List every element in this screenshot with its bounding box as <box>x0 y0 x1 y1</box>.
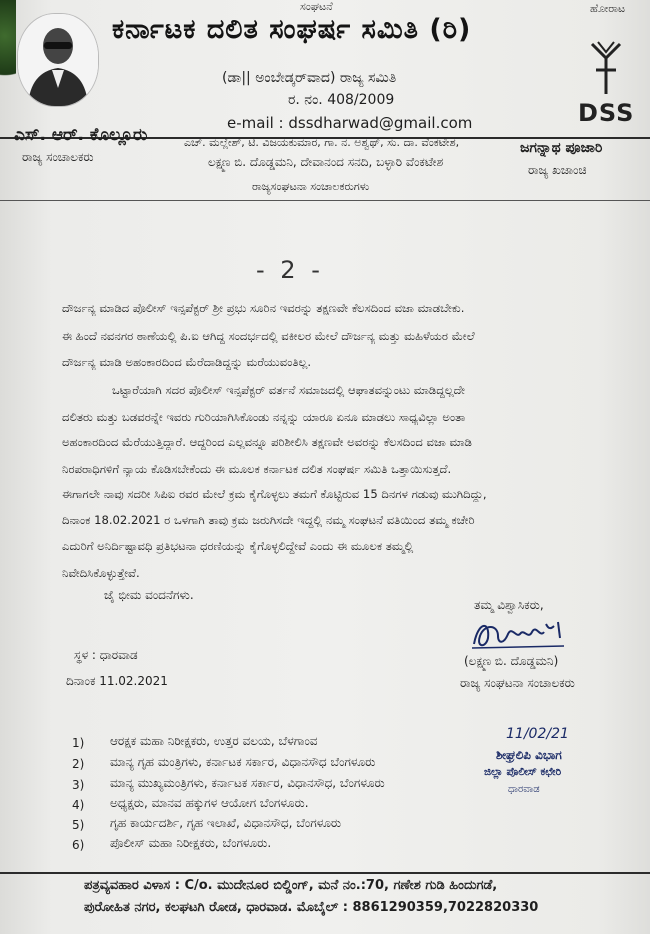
signatory-role: ರಾಜ್ಯ ಸಂಘಟನಾ ಸಂಚಾಲಕರು <box>460 676 575 690</box>
header-top-right: ಹೋರಾಟ <box>590 2 626 15</box>
stamp-date: 11/02/21 <box>506 726 569 742</box>
body-line: ಈಗಾಗಲೇ ನಾವು ಸದರೀ ಸಿಪಿಐ ರವರ ಮೇಲೆ ಕ್ರಮ ಕೈಗೊಳ್ಳಲು ತಮಗೆ ಕೊಟ್ಟಿರುವ 15 ದಿನಗಳ ಗಡುವು ಮುಗಿದಿದ್ದು, <box>62 487 487 501</box>
body-line: ದಿನಾಂಕ 18.02.2021 ರ ಒಳಗಾಗಿ ತಾವು ಕ್ರಮ ಜರುಗಿಸದೇ ಇದ್ದಲ್ಲಿ ನಮ್ಮ ಸಂಘಟನೆ ವತಿಯಿಂದ ತಮ್ಮ ಕಚೇರಿ <box>62 513 475 527</box>
footer-address-line2: ಪುರೋಹಿತ ನಗರ, ಕಲಘಟಗಿ ರೋಡ, ಧಾರವಾಡ. ಮೊಬೈಲ್ : 8861290359,7022820330 <box>84 900 539 915</box>
body-line: ನಿವೇದಿಸಿಕೊಳ್ಳುತ್ತೇವೆ. <box>62 566 140 580</box>
place: ಸ್ಥಳ : ಧಾರವಾಡ <box>74 648 138 662</box>
list-text: ಮಾನ್ಯ ಗೃಹ ಮಂತ್ರಿಗಳು, ಕರ್ನಾಟಕ ಸರ್ಕಾರ, ವಿಧಾನಸೌಧ ಬೆಂಗಳೂರು <box>110 755 376 769</box>
list-number: 4) <box>72 798 85 812</box>
body-line: ಎದುರಿಗೆ ಅನಿರ್ದಿಷ್ಟಾವಧಿ ಪ್ರತಿಭಟನಾ ಧರಣಿಯನ್ನು ಕೈಗೊಳ್ಳಲಿದ್ದೇವೆ ಎಂದು ಈ ಮೂಲಕ ತಮ್ಮಲ್ಲಿ <box>62 539 414 553</box>
body-line: ದೌರ್ಜನ್ಯ ಮಾಡಿ ಅಹಂಕಾರದಿಂದ ಮೆರೆದಾಡಿದ್ದನ್ನು ಮರೆಯುವಂತಿಲ್ಲ. <box>62 355 312 369</box>
signatory-name: (ಲಕ್ಷ್ಮಣ ಬಿ. ದೊಡ್ಡಮನಿ) <box>464 654 559 668</box>
portrait-figure <box>18 14 98 106</box>
dss-logo-text: DSS <box>578 99 635 127</box>
body-line: ದೌರ್ಜನ್ಯ ಮಾಡಿದ ಪೊಲೀಸ್ ಇನ್ಸಪೆಕ್ಟರ್ ಶ್ರೀ ಪ್ರಭು ಸೂರಿನ ಇವರನ್ನು ತಕ್ಷಣವೇ ಕೆಲಸದಿಂದ ವಜಾ ಮಾಡಬೇಕು. <box>62 301 465 315</box>
stamp-line3: ಧಾರವಾಡ <box>508 784 540 795</box>
list-text: ಅಧ್ಯಕ್ಷರು, ಮಾನವ ಹಕ್ಕುಗಳ ಆಯೋಗ ಬೆಂಗಳೂರು. <box>110 796 309 810</box>
stamp-line1: ಶೀಘ್ರಲಿಪಿ ವಿಭಾಗ <box>496 748 562 762</box>
portrait-photo <box>17 13 99 107</box>
org-title: ಕರ್ನಾಟಕ ದಲಿತ ಸಂಘರ್ಷ ಸಮಿತಿ (ರಿ) <box>112 14 472 45</box>
leaf-corner <box>0 0 16 90</box>
office-stamp <box>482 724 592 804</box>
email-address: dssdharwad@gmail.com <box>288 114 473 132</box>
body-line: ಈ ಹಿಂದೆ ನವನಗರ ಠಾಣೆಯಲ್ಲಿ ಪಿ.ಐ ಆಗಿದ್ದ ಸಂದರ್ಭದಲ್ಲಿ ವಕೀಲರ ಮೇಲೆ ದೌರ್ಜನ್ಯ ಮತ್ತು ಮಹಿಳೆಯರ ಮೇಲೆ <box>62 329 475 343</box>
list-text: ಗೃಹ ಕಾರ್ಯದರ್ಶಿ, ಗೃಹ ಇಲಾಖೆ, ವಿಧಾನಸೌಧ, ಬೆಂಗಳೂರು <box>110 816 342 830</box>
footer-address-line1: ಪತ್ರವ್ಯವಹಾರ ವಿಳಾಸ : C/o. ಮುದೇನೂರ ಬಿಲ್ಡಿಂಗ್, ಮನೆ ನಂ.:70, ಗಣೇಶ ಗುಡಿ ಹಿಂದುಗಡೆ, <box>84 878 498 893</box>
right-officer-role: ರಾಜ್ಯ ಖಜಾಂಚಿ <box>528 163 587 177</box>
dss-logo-icon <box>586 40 626 94</box>
middle-officers-role: ರಾಜ್ಯಸಂಘಟನಾ ಸಂಚಾಲಕರುಗಳು <box>252 180 370 193</box>
right-officer-name: ಜಗನ್ನಾಥ ಪೂಜಾರಿ <box>520 140 603 156</box>
middle-officers-line2: ಲಕ್ಷ್ಮಣ ಬಿ. ದೊಡ್ಡಮನಿ, ದೇವಾನಂದ ಸನದಿ, ಬಳ್ಳಾರಿ ವೆಂಕಟೇಶ <box>208 155 444 169</box>
left-officer-role: ರಾಜ್ಯ ಸಂಚಾಲಕರು <box>22 150 94 164</box>
list-text: ಪೊಲೀಸ್ ಮಹಾ ನಿರೀಕ್ಷಕರು, ಬೆಂಗಳೂರು. <box>110 836 272 850</box>
footer-divider <box>0 872 650 874</box>
list-text: ಆರಕ್ಷಕ ಮಹಾ ನಿರೀಕ್ಷಕರು, ಉತ್ತರ ವಲಯ, ಬೆಳಗಾಂವ <box>110 734 318 748</box>
email-line <box>227 114 472 132</box>
date: ದಿನಾಂಕ 11.02.2021 <box>66 674 168 688</box>
list-number: 2) <box>72 757 85 771</box>
signature-icon <box>468 614 578 654</box>
header-top-left: ಸಂಘಟನೆ <box>300 0 333 13</box>
page-number: - 2 - <box>256 256 324 284</box>
bearers-divider <box>0 200 650 201</box>
list-number: 3) <box>72 778 85 792</box>
list-text: ಮಾನ್ಯ ಮುಖ್ಯಮಂತ್ರಿಗಳು, ಕರ್ನಾಟಕ ಸರ್ಕಾರ, ವಿಧಾನಸೌಧ, ಬೆಂಗಳೂರು <box>110 776 385 790</box>
body-line: ಒಟ್ಟಾರೆಯಾಗಿ ಸದರ ಪೊಲೀಸ್ ಇನ್ಸಪೆಕ್ಟರ್ ವರ್ತನೆ ಸಮಾಜದಲ್ಲಿ ಆಘಾತವನ್ನುಂಟು ಮಾಡಿದ್ದಲ್ಲದೇ <box>112 383 465 397</box>
list-number: 1) <box>72 736 85 750</box>
body-line: ಅಹಂಕಾರದಿಂದ ಮೆರೆಯುತ್ತಿದ್ದಾರೆ. ಆದ್ದರಿಂದ ಎಲ್ಲವನ್ನೂ ಪರಿಶೀಲಿಸಿ ತಕ್ಷಣವೇ ಅವರನ್ನು ಕೆಲಸದಿಂದ ವಜಾ ಮಾಡಿ <box>62 435 472 449</box>
yours-faithfully: ತಮ್ಮ ವಿಶ್ವಾಸಿಕರು, <box>474 598 544 612</box>
left-officer-name: ಎಸ್. ಆರ್. ಕೊಲ್ಲೂರು <box>14 125 148 145</box>
stamp-line2: ಜಿಲ್ಲಾ ಪೊಲೀಸ್ ಕಛೇರಿ <box>484 766 562 778</box>
org-subtitle: (ಡಾ|| ಅಂಬೇಡ್ಕರ್‌ವಾದ) ರಾಜ್ಯ ಸಮಿತಿ <box>222 70 397 86</box>
salutation: ಜೈ ಭೀಮ ವಂದನೆಗಳು. <box>104 588 194 602</box>
body-line: ನಿರಪರಾಧಿಗಳಿಗೆ ನ್ಯಾಯ ಕೊಡಿಸಬೇಕೆಂದು ಈ ಮೂಲಕ ಕರ್ನಾಟಕ ದಲಿತ ಸಂಘರ್ಷ ಸಮಿತಿ ಒತ್ತಾಯಿಸುತ್ತದೆ. <box>62 462 452 476</box>
list-number: 5) <box>72 818 85 832</box>
email-label: e-mail : <box>227 114 284 132</box>
middle-officers-line1: ಎಚ್. ಮಲ್ಲೇಶ್, ಟಿ. ವಿಜಯಕುಮಾರ, ಗಾ. ನ. ಅಶ್ವಥ್, ಸು. ದಾ. ವೆಂಕಟೇಶ, <box>184 136 460 149</box>
body-line: ದಲಿತರು ಮತ್ತು ಬಡವರನ್ನೇ ಇವರು ಗುರಿಯಾಗಿಸಿಕೊಂಡು ನನ್ನನ್ನು ಯಾರೂ ಏನೂ ಮಾಡಲು ಸಾಧ್ಯವಿಲ್ಲಾ ಅಂತಾ <box>62 410 466 424</box>
registration-number: ರ. ನಂ. 408/2009 <box>288 92 395 108</box>
list-number: 6) <box>72 838 85 852</box>
